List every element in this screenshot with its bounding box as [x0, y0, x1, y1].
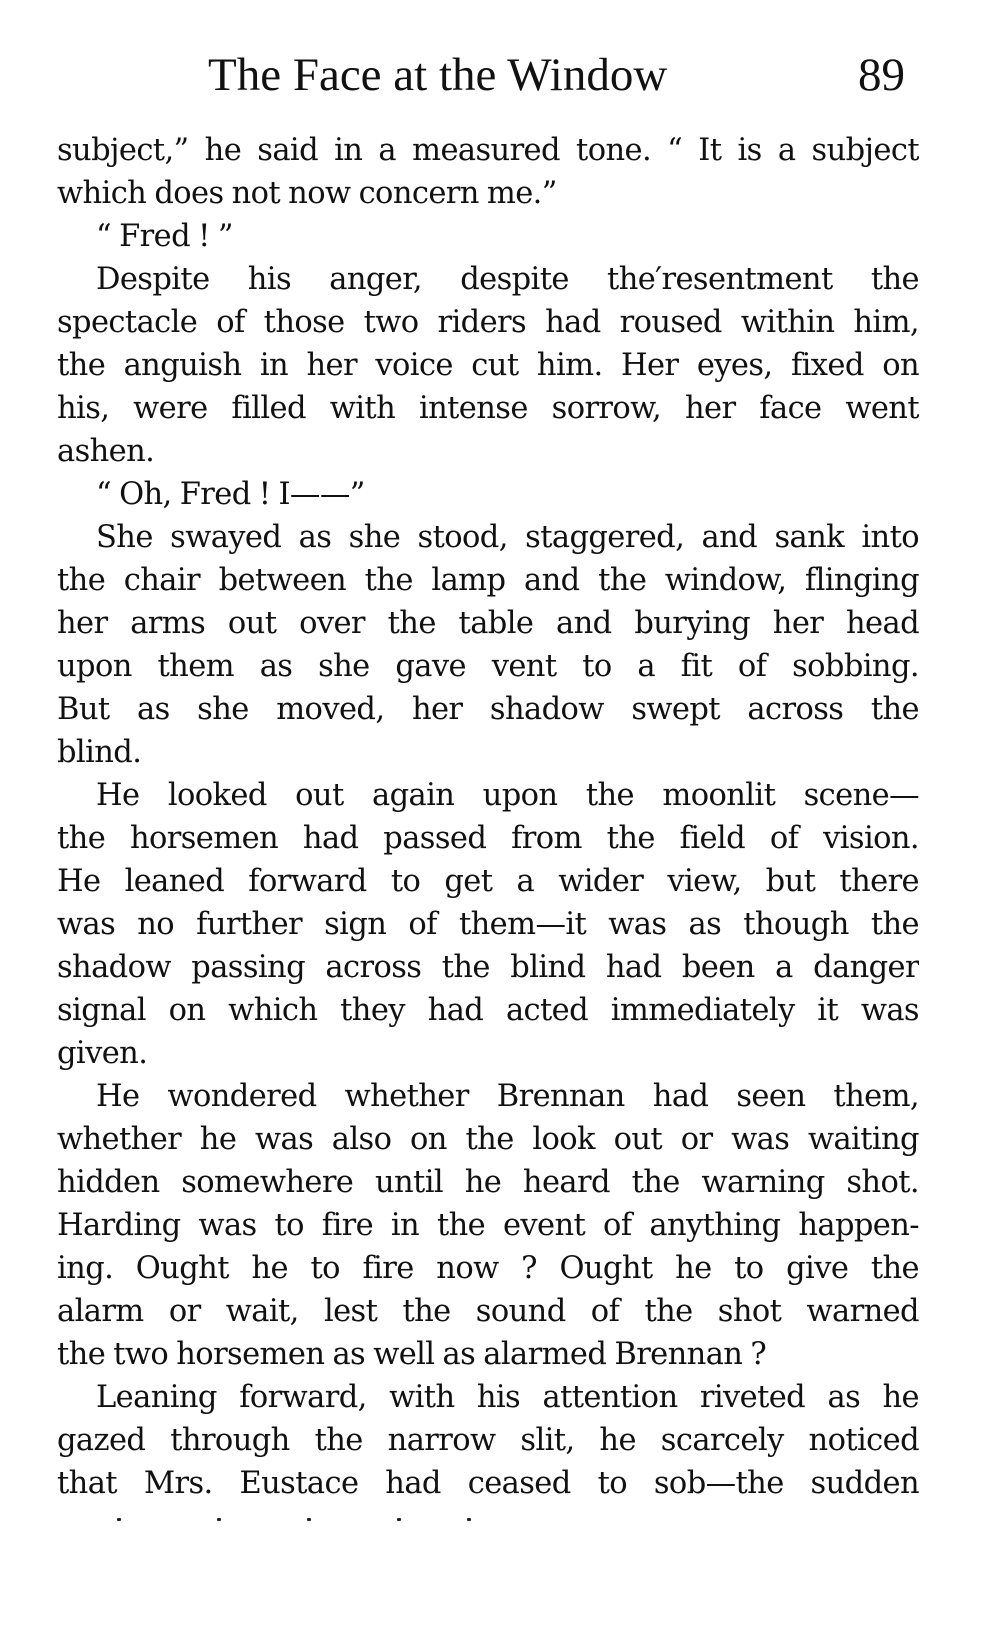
- cut-off-text-line: [57, 1518, 919, 1528]
- text-line: Leaning forward, with his attention riveted as he: [96, 1380, 919, 1415]
- text-line: Harding was to fire in the event of anything happen-: [57, 1208, 919, 1243]
- text-line: upon them as she gave vent to a fit of sobbing.: [57, 649, 919, 684]
- text-line: subject,” he said in a measured tone. “ It is a subject: [57, 133, 919, 168]
- text-line: gazed through the narrow slit, he scarcely noticed: [57, 1423, 919, 1458]
- text-line: He looked out again upon the moonlit scene—: [96, 778, 919, 813]
- text-line: He wondered whether Brennan had seen them,: [96, 1079, 919, 1114]
- page-number: 89: [858, 49, 905, 101]
- text-line: given.: [57, 1036, 148, 1071]
- text-line: She swayed as she stood, staggered, and sank into: [96, 520, 919, 555]
- text-line: his, were filled with intense sorrow, her face went: [57, 391, 919, 426]
- text-line: the horsemen had passed from the field of vision.: [57, 821, 919, 856]
- text-line: ashen.: [57, 434, 155, 469]
- text-line: the two horsemen as well as alarmed Brennan ?: [57, 1337, 767, 1372]
- text-line: was no further sign of them—it was as though the: [57, 907, 919, 942]
- text-line: the anguish in her voice cut him. Her eyes, fixed on: [57, 348, 919, 383]
- running-title: The Face at the Window: [208, 49, 668, 101]
- text-line: shadow passing across the blind had been a danger: [57, 950, 919, 985]
- text-line: Despite his anger, despite the′resentment the: [96, 262, 919, 297]
- text-line: “ Fred ! ”: [96, 219, 233, 254]
- text-line: But as she moved, her shadow swept across the: [57, 692, 919, 727]
- text-line: alarm or wait, lest the sound of the shot warned: [57, 1294, 919, 1329]
- text-line: her arms out over the table and burying her head: [57, 606, 919, 641]
- text-line: hidden somewhere until he heard the warning shot.: [57, 1165, 919, 1200]
- body-text: [57, 129, 919, 1505]
- page-header: [0, 40, 1000, 110]
- text-line: signal on which they had acted immediately it was: [57, 993, 919, 1028]
- text-line: blind.: [57, 735, 142, 770]
- text-line: which does not now concern me.”: [57, 176, 557, 211]
- text-line: “ Oh, Fred ! I——”: [96, 477, 365, 512]
- text-line: whether he was also on the look out or was waiting: [57, 1122, 919, 1157]
- text-line: the chair between the lamp and the window, flinging: [57, 563, 919, 598]
- text-line: He leaned forward to get a wider view, but there: [57, 864, 919, 899]
- text-line: spectacle of those two riders had roused within him,: [57, 305, 919, 340]
- text-line: ing. Ought he to fire now ? Ought he to give the: [57, 1251, 919, 1286]
- text-line: that Mrs. Eustace had ceased to sob—the sudden: [57, 1466, 919, 1501]
